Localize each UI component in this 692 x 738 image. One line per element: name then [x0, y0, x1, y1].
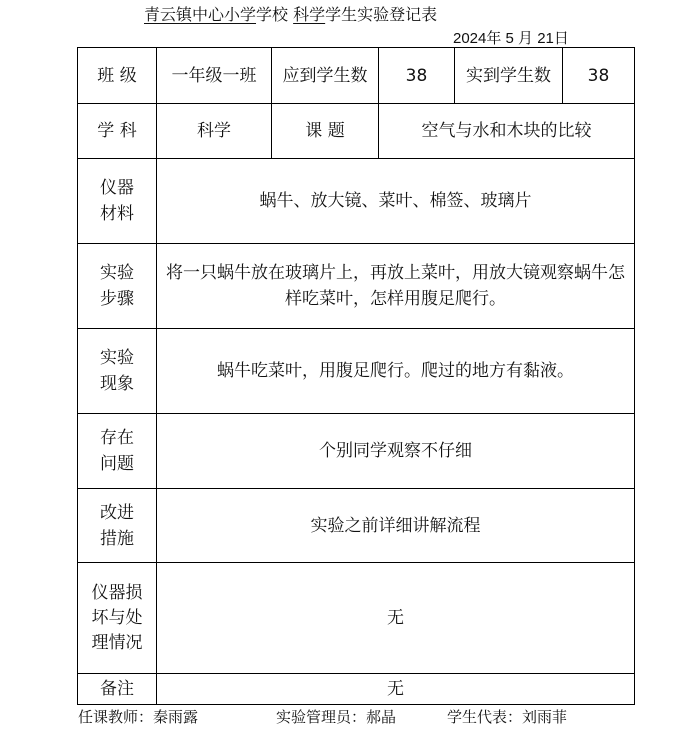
subject-value: 科学	[157, 104, 272, 159]
row-subject	[78, 104, 635, 159]
problems-value: 个别同学观察不仔细	[157, 414, 635, 489]
row-steps	[78, 244, 635, 329]
manager-signature: 实验管理员：郝晶	[276, 708, 397, 726]
damage-label: 仪器损坏与处理情况	[91, 582, 143, 653]
steps-value: 将一只蜗牛放在玻璃片上，再放上菜叶，用放大镜观察蜗牛怎样吃菜叶，怎样用腹足爬行。	[157, 244, 635, 329]
row-remarks	[78, 674, 635, 705]
steps-label: 实验步骤	[100, 263, 134, 309]
problems-label: 存在问题	[100, 428, 134, 474]
phenomenon-value: 蜗牛吃菜叶，用腹足爬行。爬过的地方有黏液。	[157, 329, 635, 414]
row-problems	[78, 414, 635, 489]
improvement-label: 改进措施	[100, 502, 134, 549]
subject-label: 学 科	[78, 104, 157, 159]
form-title-text: 学生实验登记表	[325, 5, 438, 24]
school-name: 青云镇中心小学	[144, 5, 257, 24]
improvement-value: 实验之前详细讲解流程	[157, 489, 635, 563]
remarks-label: 备注	[78, 674, 157, 705]
teacher-signature: 任课教师：秦雨露	[78, 708, 199, 726]
expected-students-label: 应到学生数	[272, 48, 379, 104]
actual-students-label: 实到学生数	[455, 48, 563, 104]
row-class	[78, 48, 635, 104]
student-rep-signature: 学生代表：刘雨菲	[447, 708, 568, 726]
school-suffix: 学校	[256, 5, 289, 24]
phenomenon-label: 实验现象	[100, 348, 134, 394]
row-phenomenon	[78, 329, 635, 414]
expected-students-value: 38	[379, 48, 455, 104]
record-date: 2024年 5 月 21日	[453, 30, 569, 47]
topic-label: 课 题	[272, 104, 379, 159]
class-label: 班 级	[78, 48, 157, 104]
topic-value: 空气与水和木块的比较	[379, 104, 635, 159]
row-improvement	[78, 489, 635, 563]
equipment-label: 仪器材料	[100, 178, 134, 224]
actual-students-value: 38	[563, 48, 635, 104]
damage-value: 无	[157, 563, 635, 674]
remarks-value: 无	[157, 674, 635, 705]
subject-name: 科学	[293, 5, 326, 24]
row-equipment	[78, 159, 635, 244]
row-damage	[78, 563, 635, 674]
class-value: 一年级一班	[157, 48, 272, 104]
equipment-value: 蜗牛、放大镜、菜叶、棉签、玻璃片	[157, 159, 635, 244]
form-title	[144, 2, 437, 25]
experiment-record-table	[77, 47, 635, 705]
